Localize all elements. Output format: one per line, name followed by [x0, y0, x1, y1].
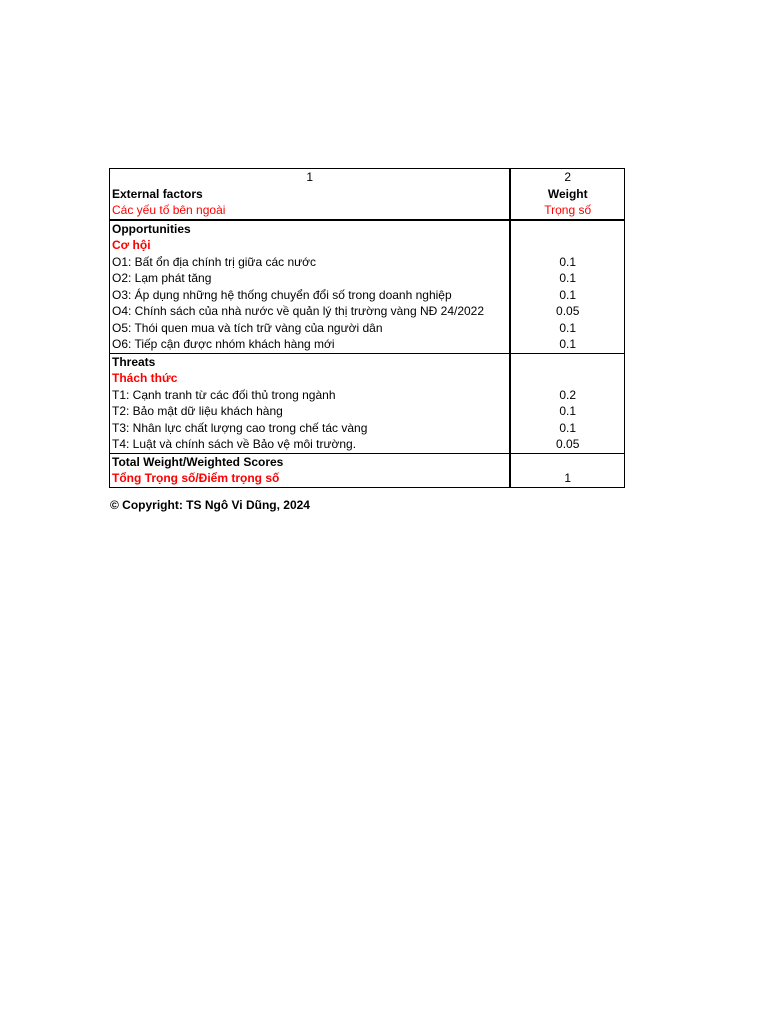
- factor-weight: 0.2: [510, 387, 624, 404]
- factor-weight: 0.05: [510, 303, 624, 320]
- column-2-number: 2: [510, 169, 624, 186]
- opportunities-title-vi: Cơ hội: [110, 237, 511, 254]
- efe-matrix-table: [109, 168, 625, 488]
- factor-label: T3: Nhân lực chất lượng cao trong chế tác vàng: [110, 420, 511, 437]
- table-row: [110, 320, 625, 337]
- table-row: [110, 436, 625, 453]
- opportunities-title-row: [110, 220, 625, 238]
- column-2-title-en: Weight: [510, 186, 624, 203]
- factor-label: O6: Tiếp cận được nhóm khách hàng mới: [110, 336, 511, 353]
- header-number-row: [110, 169, 625, 186]
- threats-subtitle-row: [110, 370, 625, 387]
- table-row: [110, 287, 625, 304]
- factor-weight: 0.1: [510, 403, 624, 420]
- threats-title-en: Threats: [110, 353, 511, 370]
- table-row: [110, 254, 625, 271]
- total-value-row: [110, 470, 625, 487]
- column-1-number: 1: [110, 169, 511, 186]
- table-row: [110, 403, 625, 420]
- total-title-vi: Tổng Trọng số/Điểm trọng số: [110, 470, 511, 487]
- factor-label: O2: Lạm phát tăng: [110, 270, 511, 287]
- table-row: [110, 387, 625, 404]
- column-2-title-vi: Trọng số: [510, 202, 624, 220]
- factor-weight: 0.1: [510, 287, 624, 304]
- column-1-title-en: External factors: [110, 186, 511, 203]
- factor-weight: 0.1: [510, 270, 624, 287]
- threats-title-vi: Thách thức: [110, 370, 511, 387]
- factor-label: O4: Chính sách của nhà nước về quản lý thị trường vàng NĐ 24/2022: [110, 303, 511, 320]
- opportunities-subtitle-row: [110, 237, 625, 254]
- factor-weight: 0.05: [510, 436, 624, 453]
- factor-weight: 0.1: [510, 254, 624, 271]
- factor-weight: 0.1: [510, 336, 624, 353]
- factor-label: O5: Thói quen mua và tích trữ vàng của người dân: [110, 320, 511, 337]
- table-row: [110, 336, 625, 353]
- column-1-title-vi: Các yếu tố bên ngoài: [110, 202, 511, 220]
- table-row: [110, 270, 625, 287]
- factor-label: T1: Cạnh tranh từ các đối thủ trong ngành: [110, 387, 511, 404]
- factor-label: O3: Áp dụng những hệ thống chuyển đổi số trong doanh nghiệp: [110, 287, 511, 304]
- total-title-en: Total Weight/Weighted Scores: [110, 453, 511, 470]
- copyright-note: © Copyright: TS Ngô Vi Dũng, 2024: [110, 498, 310, 512]
- factor-weight: 0.1: [510, 420, 624, 437]
- total-weight: 1: [510, 470, 624, 487]
- header-title-en-row: [110, 186, 625, 203]
- factor-label: T2: Bảo mật dữ liệu khách hàng: [110, 403, 511, 420]
- table-row: [110, 420, 625, 437]
- table-row: [110, 303, 625, 320]
- factor-label: T4: Luật và chính sách về Bảo vệ môi trường.: [110, 436, 511, 453]
- opportunities-title-en: Opportunities: [110, 220, 511, 238]
- factor-label: O1: Bất ổn địa chính trị giữa các nước: [110, 254, 511, 271]
- threats-title-row: [110, 353, 625, 370]
- header-title-vi-row: [110, 202, 625, 220]
- factor-weight: 0.1: [510, 320, 624, 337]
- total-title-row: [110, 453, 625, 470]
